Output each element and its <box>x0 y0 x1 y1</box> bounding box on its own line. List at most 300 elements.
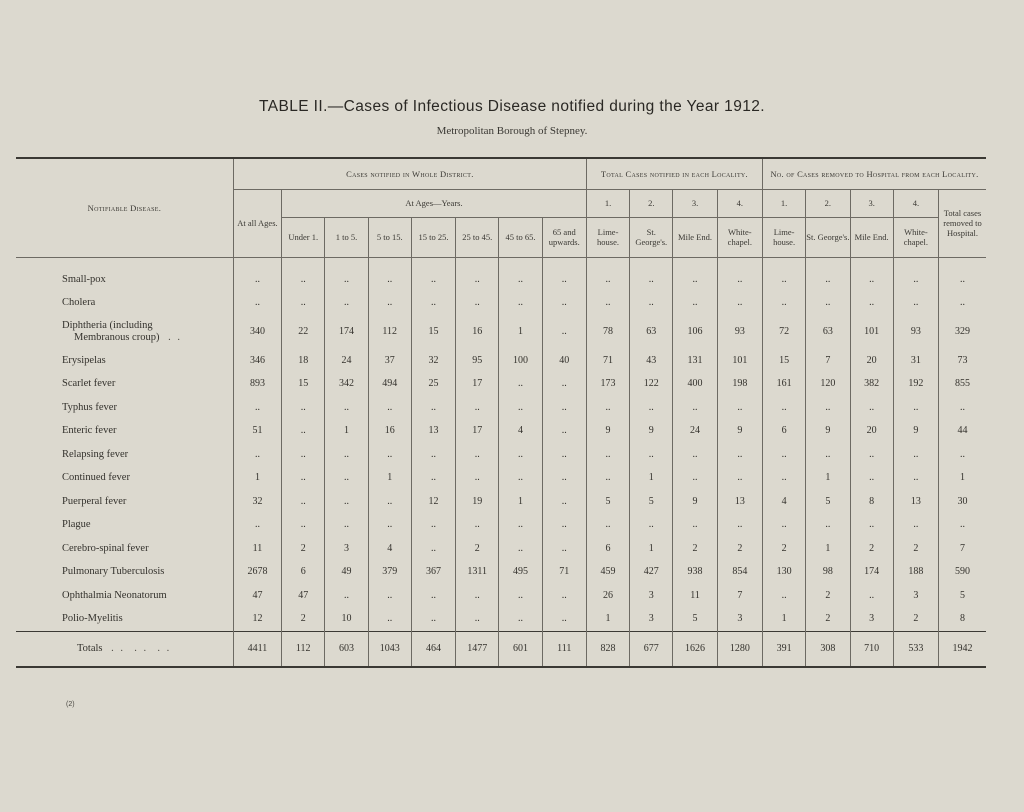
data-cell: 6 <box>586 537 629 561</box>
data-cell: .. <box>233 513 281 537</box>
data-cell: 2 <box>717 537 762 561</box>
totals-cell: 308 <box>806 631 850 667</box>
spacer-cell <box>282 257 325 268</box>
header-age-band: 1 to 5. <box>325 217 368 257</box>
header-removed-to-hospital: No. of Cases removed to Hospital from each Locality. <box>762 158 986 189</box>
data-cell: .. <box>411 466 455 490</box>
data-cell: .. <box>456 268 499 292</box>
data-cell: .. <box>939 443 986 467</box>
data-cell: 31 <box>893 349 938 373</box>
data-cell: 1 <box>762 607 805 631</box>
data-cell: .. <box>806 291 850 315</box>
table-row <box>16 607 986 631</box>
data-cell: 893 <box>233 372 281 396</box>
header-removed-locality-name: White-chapel. <box>893 217 938 257</box>
data-cell: 9 <box>630 419 673 443</box>
data-cell: .. <box>542 607 586 631</box>
table-row <box>16 268 986 292</box>
data-cell: 382 <box>850 372 893 396</box>
spacer-cell <box>806 257 850 268</box>
data-cell: .. <box>762 396 805 420</box>
data-cell: 2 <box>893 537 938 561</box>
data-cell: .. <box>542 419 586 443</box>
data-cell: 24 <box>325 349 368 373</box>
data-cell: .. <box>850 443 893 467</box>
data-cell: .. <box>368 513 411 537</box>
data-cell: 3 <box>850 607 893 631</box>
disease-name-line: Membranous croup) <box>74 331 160 343</box>
disease-name: Cerebro-spinal fever <box>62 542 149 554</box>
totals-row <box>16 631 986 667</box>
data-cell: 71 <box>586 349 629 373</box>
page-footnote: (2) <box>66 701 75 708</box>
data-cell: 1 <box>368 466 411 490</box>
table-row <box>16 490 986 514</box>
header-total-cases-locality: Total Cases notified in each Locality. <box>586 158 762 189</box>
data-cell: 3 <box>630 584 673 608</box>
data-cell: .. <box>499 372 542 396</box>
data-cell: .. <box>542 443 586 467</box>
data-cell: 1 <box>806 466 850 490</box>
spacer-cell <box>586 257 629 268</box>
data-cell: 15 <box>762 349 805 373</box>
data-cell: 30 <box>939 490 986 514</box>
data-cell: 2 <box>282 607 325 631</box>
data-cell: .. <box>456 291 499 315</box>
data-cell: .. <box>717 443 762 467</box>
data-cell: .. <box>542 584 586 608</box>
data-cell: 16 <box>368 419 411 443</box>
totals-cell: 1626 <box>673 631 717 667</box>
data-cell: .. <box>499 443 542 467</box>
disease-name-cell <box>16 315 233 349</box>
data-cell: 112 <box>368 315 411 349</box>
data-cell: .. <box>762 291 805 315</box>
data-cell: 7 <box>717 584 762 608</box>
data-cell: .. <box>456 584 499 608</box>
data-cell: .. <box>411 513 455 537</box>
data-cell: 106 <box>673 315 717 349</box>
disease-name-cell <box>16 291 233 315</box>
data-cell: .. <box>233 268 281 292</box>
data-cell: 6 <box>282 560 325 584</box>
data-cell: .. <box>630 396 673 420</box>
data-cell: 10 <box>325 607 368 631</box>
data-cell: 2 <box>806 607 850 631</box>
data-cell: 9 <box>673 490 717 514</box>
data-cell: .. <box>282 291 325 315</box>
data-cell: 17 <box>456 372 499 396</box>
data-cell: .. <box>499 584 542 608</box>
data-cell: .. <box>893 291 938 315</box>
data-cell: 8 <box>850 490 893 514</box>
table-row <box>16 291 986 315</box>
data-cell: 379 <box>368 560 411 584</box>
data-cell: 71 <box>542 560 586 584</box>
data-cell: .. <box>893 396 938 420</box>
spacer-cell <box>325 257 368 268</box>
spacer-cell <box>939 257 986 268</box>
data-cell: 47 <box>282 584 325 608</box>
disease-name-cell <box>16 513 233 537</box>
data-cell: .. <box>630 443 673 467</box>
data-cell: 20 <box>850 419 893 443</box>
data-cell: 93 <box>717 315 762 349</box>
data-cell: 101 <box>717 349 762 373</box>
spacer-cell <box>233 257 281 268</box>
disease-name: Puerperal fever <box>62 495 127 507</box>
data-cell: .. <box>850 291 893 315</box>
disease-name-cell <box>16 490 233 514</box>
disease-name: Enteric fever <box>62 425 117 437</box>
data-cell: 3 <box>630 607 673 631</box>
table-row <box>16 560 986 584</box>
data-cell: .. <box>893 513 938 537</box>
data-cell: 1 <box>630 537 673 561</box>
disease-name-cell <box>16 443 233 467</box>
data-cell: .. <box>542 268 586 292</box>
data-cell: .. <box>368 607 411 631</box>
header-locality-number: 4. <box>717 189 762 217</box>
data-cell: .. <box>368 291 411 315</box>
header-age-band: 65 and upwards. <box>542 217 586 257</box>
totals-cell: 603 <box>325 631 368 667</box>
disease-name-cell <box>16 419 233 443</box>
data-cell: .. <box>325 584 368 608</box>
totals-cell: 112 <box>282 631 325 667</box>
data-cell: 12 <box>233 607 281 631</box>
data-cell: 20 <box>850 349 893 373</box>
data-cell: 192 <box>893 372 938 396</box>
data-cell: .. <box>673 466 717 490</box>
data-cell: 329 <box>939 315 986 349</box>
header-locality-number: 3. <box>673 189 717 217</box>
data-cell: .. <box>586 268 629 292</box>
table-row <box>16 513 986 537</box>
data-cell: .. <box>282 396 325 420</box>
data-cell: .. <box>717 291 762 315</box>
data-cell: 73 <box>939 349 986 373</box>
data-cell: 15 <box>411 315 455 349</box>
data-cell: 24 <box>673 419 717 443</box>
data-cell: .. <box>456 443 499 467</box>
data-cell: .. <box>717 268 762 292</box>
table-row <box>16 466 986 490</box>
totals-cell: 464 <box>411 631 455 667</box>
data-cell: 1 <box>233 466 281 490</box>
table-row <box>16 537 986 561</box>
leader-dots: . . <box>163 331 182 343</box>
data-cell: 161 <box>762 372 805 396</box>
data-cell: 63 <box>806 315 850 349</box>
data-cell: 5 <box>673 607 717 631</box>
data-cell: .. <box>325 443 368 467</box>
header-removed-locality-name: Mile End. <box>850 217 893 257</box>
data-cell: .. <box>368 268 411 292</box>
data-cell: .. <box>673 291 717 315</box>
disease-name-cell <box>16 584 233 608</box>
data-cell: .. <box>325 268 368 292</box>
header-removed-locality-name: Lime-house. <box>762 217 805 257</box>
data-cell: .. <box>411 537 455 561</box>
data-cell: 93 <box>893 315 938 349</box>
data-cell: .. <box>762 268 805 292</box>
data-cell: .. <box>368 396 411 420</box>
data-cell: 2 <box>282 537 325 561</box>
data-cell: 342 <box>325 372 368 396</box>
data-cell: 3 <box>325 537 368 561</box>
data-cell: 2678 <box>233 560 281 584</box>
data-cell: 51 <box>233 419 281 443</box>
data-cell: 37 <box>368 349 411 373</box>
disease-name-cell <box>16 349 233 373</box>
data-cell: 19 <box>456 490 499 514</box>
totals-cell: 677 <box>630 631 673 667</box>
data-cell: 5 <box>806 490 850 514</box>
data-cell: .. <box>586 291 629 315</box>
data-cell: .. <box>806 268 850 292</box>
data-cell: 11 <box>673 584 717 608</box>
data-cell: 18 <box>282 349 325 373</box>
disease-name: Polio-Myelitis <box>62 613 123 625</box>
data-cell: .. <box>850 268 893 292</box>
totals-cell: 1942 <box>939 631 986 667</box>
spacer-cell <box>717 257 762 268</box>
data-cell: 13 <box>411 419 455 443</box>
header-removed-locality-number: 1. <box>762 189 805 217</box>
data-cell: 78 <box>586 315 629 349</box>
disease-name-line-wrap <box>62 332 233 344</box>
data-cell: 2 <box>893 607 938 631</box>
spacer-cell <box>411 257 455 268</box>
data-cell: 2 <box>673 537 717 561</box>
totals-label: Totals <box>77 643 103 654</box>
data-cell: .. <box>499 537 542 561</box>
data-cell: 855 <box>939 372 986 396</box>
data-cell: 130 <box>762 560 805 584</box>
data-cell: 11 <box>233 537 281 561</box>
disease-name-cell <box>16 537 233 561</box>
data-cell: .. <box>806 396 850 420</box>
data-cell: 188 <box>893 560 938 584</box>
data-cell: .. <box>499 513 542 537</box>
data-cell: 17 <box>456 419 499 443</box>
disease-name: Typhus fever <box>62 401 117 413</box>
data-cell: 174 <box>850 560 893 584</box>
data-cell: .. <box>368 584 411 608</box>
spacer-cell <box>456 257 499 268</box>
page-subtitle: Metropolitan Borough of Stepney. <box>436 125 588 137</box>
data-cell: .. <box>542 513 586 537</box>
data-cell: 122 <box>630 372 673 396</box>
header-age-band: 25 to 45. <box>456 217 499 257</box>
spacer-cell <box>542 257 586 268</box>
header-locality-number: 1. <box>586 189 629 217</box>
totals-cell: 1043 <box>368 631 411 667</box>
header-age-band: Under 1. <box>282 217 325 257</box>
totals-cell: 1280 <box>717 631 762 667</box>
data-cell: 3 <box>717 607 762 631</box>
disease-name: Pulmonary Tuberculosis <box>62 566 165 578</box>
data-cell: .. <box>939 396 986 420</box>
data-cell: 2 <box>850 537 893 561</box>
data-cell: 9 <box>586 419 629 443</box>
data-cell: 1 <box>939 466 986 490</box>
data-cell: 346 <box>233 349 281 373</box>
header-locality-name: Mile End. <box>673 217 717 257</box>
table-row <box>16 372 986 396</box>
header-locality-number: 2. <box>630 189 673 217</box>
data-cell: 590 <box>939 560 986 584</box>
data-cell: 4 <box>499 419 542 443</box>
data-cell: 26 <box>586 584 629 608</box>
data-cell: 16 <box>456 315 499 349</box>
table-row <box>16 396 986 420</box>
data-cell: 13 <box>893 490 938 514</box>
data-cell: 32 <box>233 490 281 514</box>
data-cell: 495 <box>499 560 542 584</box>
table-row <box>16 419 986 443</box>
data-cell: .. <box>233 291 281 315</box>
data-cell: 43 <box>630 349 673 373</box>
data-cell: 9 <box>806 419 850 443</box>
data-cell: 22 <box>282 315 325 349</box>
disease-name-cell <box>16 268 233 292</box>
data-cell: 4 <box>762 490 805 514</box>
spacer-cell <box>16 257 233 268</box>
spacer-cell <box>893 257 938 268</box>
data-cell: .. <box>542 490 586 514</box>
data-cell: .. <box>325 490 368 514</box>
data-cell: .. <box>542 466 586 490</box>
header-at-all-ages: At all Ages. <box>233 189 281 257</box>
data-cell: 1311 <box>456 560 499 584</box>
data-cell: 7 <box>806 349 850 373</box>
data-cell: .. <box>542 291 586 315</box>
data-cell: .. <box>939 268 986 292</box>
totals-cell: 111 <box>542 631 586 667</box>
data-cell: .. <box>499 268 542 292</box>
data-cell: .. <box>762 466 805 490</box>
data-cell: .. <box>893 268 938 292</box>
disease-name-cell <box>16 466 233 490</box>
data-cell: .. <box>893 466 938 490</box>
data-cell: .. <box>586 443 629 467</box>
data-cell: 120 <box>806 372 850 396</box>
data-cell: 95 <box>456 349 499 373</box>
data-cell: .. <box>586 513 629 537</box>
data-cell: .. <box>630 513 673 537</box>
data-cell: .. <box>806 443 850 467</box>
data-cell: .. <box>282 268 325 292</box>
table-row <box>16 443 986 467</box>
data-cell: .. <box>850 584 893 608</box>
data-cell: .. <box>282 490 325 514</box>
data-cell: 4 <box>368 537 411 561</box>
data-cell: 101 <box>850 315 893 349</box>
spacer-cell <box>673 257 717 268</box>
header-locality-name: Lime-house. <box>586 217 629 257</box>
header-locality-name: White-chapel. <box>717 217 762 257</box>
data-cell: 427 <box>630 560 673 584</box>
data-cell: 63 <box>630 315 673 349</box>
header-age-band: 45 to 65. <box>499 217 542 257</box>
data-cell: 367 <box>411 560 455 584</box>
data-cell: 494 <box>368 372 411 396</box>
leader-dots: . . . . . . <box>106 643 172 654</box>
data-cell: .. <box>586 466 629 490</box>
data-cell: .. <box>499 396 542 420</box>
disease-name-line: Diphtheria (including <box>62 319 153 331</box>
header-at-ages-years: At Ages—Years. <box>282 189 587 217</box>
spacer-cell <box>850 257 893 268</box>
data-cell: .. <box>411 584 455 608</box>
header-removed-locality-number: 3. <box>850 189 893 217</box>
data-cell: .. <box>762 443 805 467</box>
data-cell: 47 <box>233 584 281 608</box>
data-cell: 400 <box>673 372 717 396</box>
data-cell: .. <box>762 513 805 537</box>
data-cell: .. <box>542 396 586 420</box>
header-cases-whole-district: Cases notified in Whole District. <box>233 158 586 189</box>
data-cell: .. <box>939 513 986 537</box>
data-cell: 8 <box>939 607 986 631</box>
header-removed-locality-number: 4. <box>893 189 938 217</box>
data-cell: .. <box>368 443 411 467</box>
totals-cell: 710 <box>850 631 893 667</box>
data-cell: 2 <box>806 584 850 608</box>
disease-name: Continued fever <box>62 472 130 484</box>
data-cell: .. <box>233 396 281 420</box>
data-cell: .. <box>806 513 850 537</box>
disease-name-cell <box>16 607 233 631</box>
data-cell: .. <box>850 396 893 420</box>
data-cell: .. <box>499 291 542 315</box>
data-cell: 49 <box>325 560 368 584</box>
data-cell: .. <box>282 419 325 443</box>
data-cell: 6 <box>762 419 805 443</box>
data-cell: 938 <box>673 560 717 584</box>
data-cell: .. <box>325 513 368 537</box>
header-removed-locality-number: 2. <box>806 189 850 217</box>
data-cell: .. <box>762 584 805 608</box>
data-cell: .. <box>586 396 629 420</box>
data-cell: 1 <box>806 537 850 561</box>
data-cell: .. <box>325 466 368 490</box>
data-cell: .. <box>411 396 455 420</box>
data-cell: .. <box>630 291 673 315</box>
data-cell: 1 <box>325 419 368 443</box>
data-cell: .. <box>411 607 455 631</box>
data-cell: .. <box>456 607 499 631</box>
data-cell: 40 <box>542 349 586 373</box>
data-cell: 1 <box>499 315 542 349</box>
data-cell: 854 <box>717 560 762 584</box>
data-cell: .. <box>673 513 717 537</box>
data-cell: 173 <box>586 372 629 396</box>
data-cell: .. <box>456 513 499 537</box>
data-cell: .. <box>850 466 893 490</box>
data-cell: 25 <box>411 372 455 396</box>
data-cell: .. <box>542 537 586 561</box>
data-cell: .. <box>717 396 762 420</box>
data-cell: 1 <box>586 607 629 631</box>
data-cell: 5 <box>630 490 673 514</box>
data-cell: 5 <box>586 490 629 514</box>
data-cell: .. <box>542 315 586 349</box>
data-cell: 44 <box>939 419 986 443</box>
data-cell: .. <box>717 466 762 490</box>
